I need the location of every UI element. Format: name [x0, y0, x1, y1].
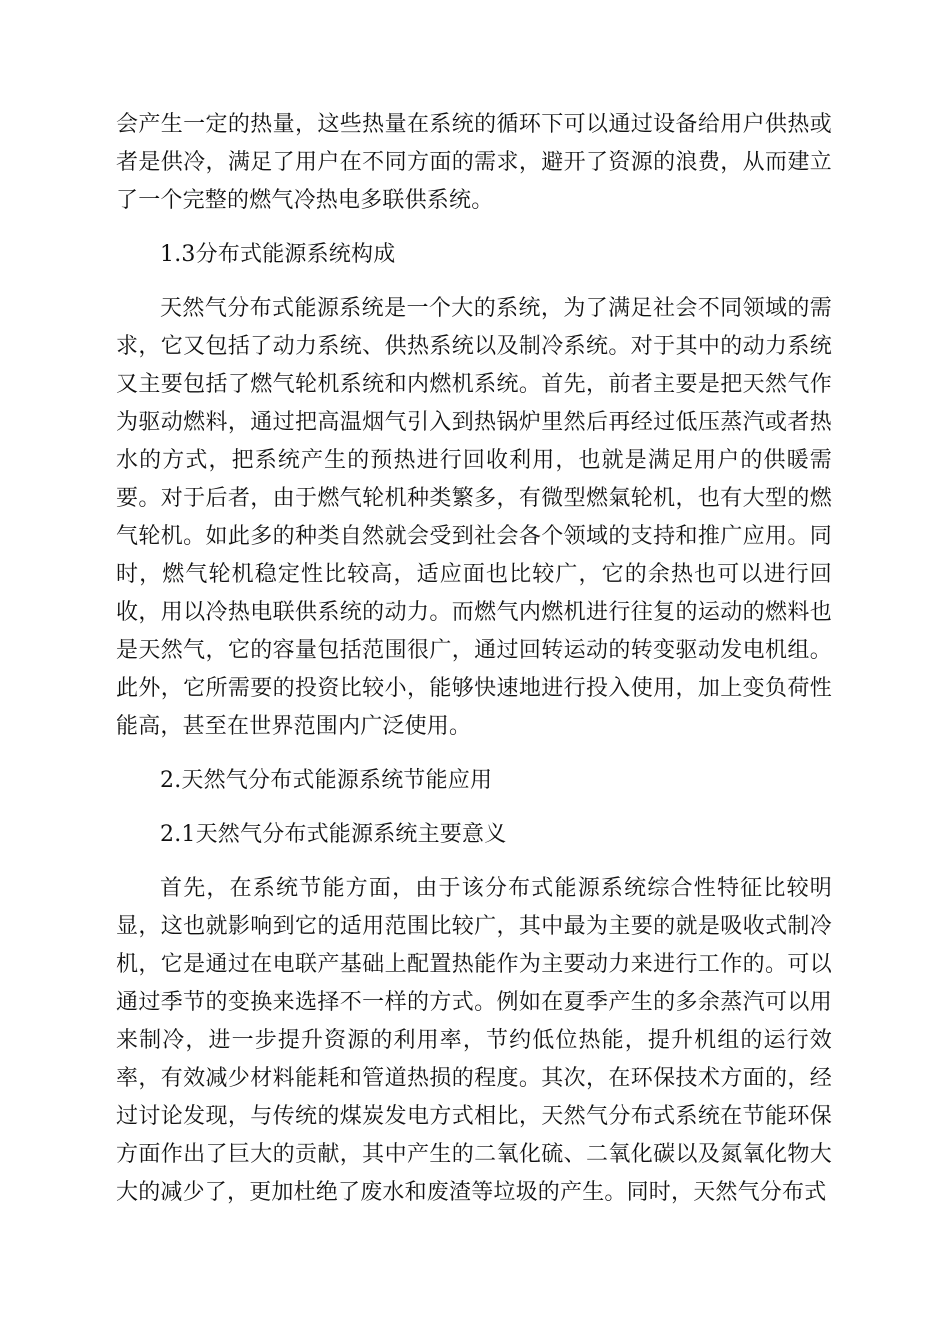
section-heading-2-1: 2.1天然气分布式能源系统主要意义: [160, 822, 507, 847]
section-heading-2: 2.天然气分布式能源系统节能应用: [160, 768, 493, 793]
paragraph-system-composition: 天然气分布式能源系统是一个大的系统，为了满足社会不同领域的需求，它又包括了动力系统、供热系统以及制冷系统。对于其中的动力系统又主要包括了燃气轮机系统和内燃机系统。首先，前者主要是把天然气作为驱动燃料，通过把高温烟气引入到热锅炉里然后再经过低压蒸汽或者热水的方式，把系统产生的预热进行回收利用，也就是满足用户的供暖需要。对于后者，由于燃气轮机种类繁多，有微型燃氣轮机，也有大型的燃气轮机。如此多的种类自然就会受到社会各个领域的支持和推广应用。同时，燃气轮机稳定性比较高，适应面也比较广，它的余热也可以进行回收，用以冷热电联供系统的动力。而燃气内燃机进行往复的运动的燃料也是天然气，它的容量包括范围很广，通过回转运动的转变驱动发电机组。此外，它所需要的投资比较小，能够快速地进行投入使用，加上变负荷性能高，甚至在世界范围内广泛使用。: [116, 296, 832, 739]
section-heading-1-3: 1.3分布式能源系统构成: [160, 242, 396, 267]
document-page: [116, 106, 832, 1228]
paragraph-continuation: 会产生一定的热量，这些热量在系统的循环下可以通过设备给用户供热或者是供冷，满足了用户在不同方面的需求，避开了资源的浪费，从而建立了一个完整的燃气冷热电多联供系统。: [116, 112, 832, 213]
paragraph-main-significance: 首先，在系统节能方面，由于该分布式能源系统综合性特征比较明显，这也就影响到它的适用范围比较广，其中最为主要的就是吸收式制冷机，它是通过在电联产基础上配置热能作为主要动力来进行工作的。可以通过季节的变换来选择不一样的方式。例如在夏季产生的多余蒸汽可以用来制冷，进一步提升资源的利用率，节约低位热能，提升机组的运行效率，有效减少材料能耗和管道热损的程度。其次，在环保技术方面的，经过讨论发现，与传统的煤炭发电方式相比，天然气分布式系统在节能环保方面作出了巨大的贡献，其中产生的二氧化硫、二氧化碳以及氮氧化物大大的减少了，更加杜绝了废水和废渣等垃圾的产生。同时，天然气分布式: [116, 876, 832, 1205]
